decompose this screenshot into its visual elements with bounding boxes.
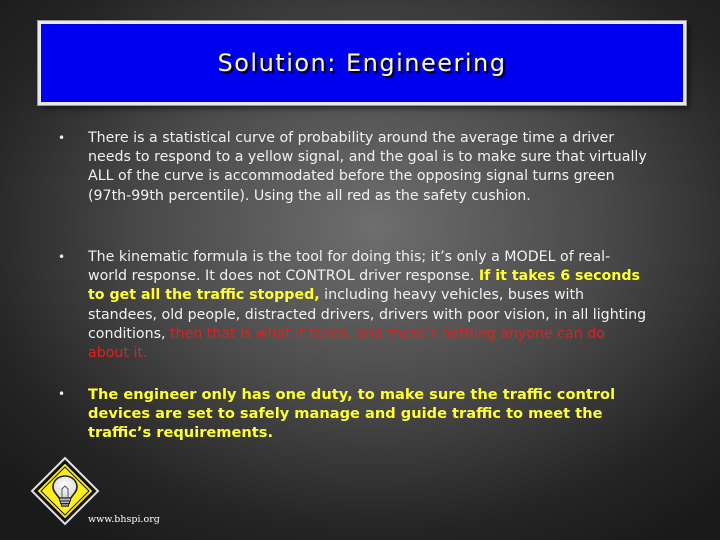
bullet-item-2 (88, 248, 648, 363)
title-box (38, 21, 686, 105)
bullet-item-3: The engineer only has one duty, to make sure the traffic control devices are set to safely manage and guide traffic to meet the traffic’s requirements. (88, 386, 616, 442)
bullet-text: The kinematic formula is the tool for doing this; it’s only a MODEL of real-world response. It does not CONTROL driver response. (88, 249, 611, 285)
footer-url: www.bhspi.org (88, 514, 160, 525)
bullet-marker: • (58, 250, 66, 264)
bullet-marker: • (58, 387, 66, 401)
highlight-text-yellow: If it takes 6 seconds to get all the traffic stopped, (88, 268, 640, 304)
bullet-text: including heavy vehicles, buses with standees, old people, distracted drivers, drivers with poor vision, in all lighting conditions, (88, 287, 647, 342)
bullet-marker: • (58, 131, 66, 145)
bullet-item-1: There is a statistical curve of probability around the average time a driver needs to respond to a yellow signal, and the goal is to make sure that virtually ALL of the curve is accommodated before the opposing signal turns green (97th-99th percentile). Using the all red as the safety cushion. (88, 130, 647, 204)
slide-title: Solution: Engineering (217, 49, 507, 77)
highlight-text-red: then that is what it takes, and there’s nothing anyone can do about it. (88, 325, 605, 362)
